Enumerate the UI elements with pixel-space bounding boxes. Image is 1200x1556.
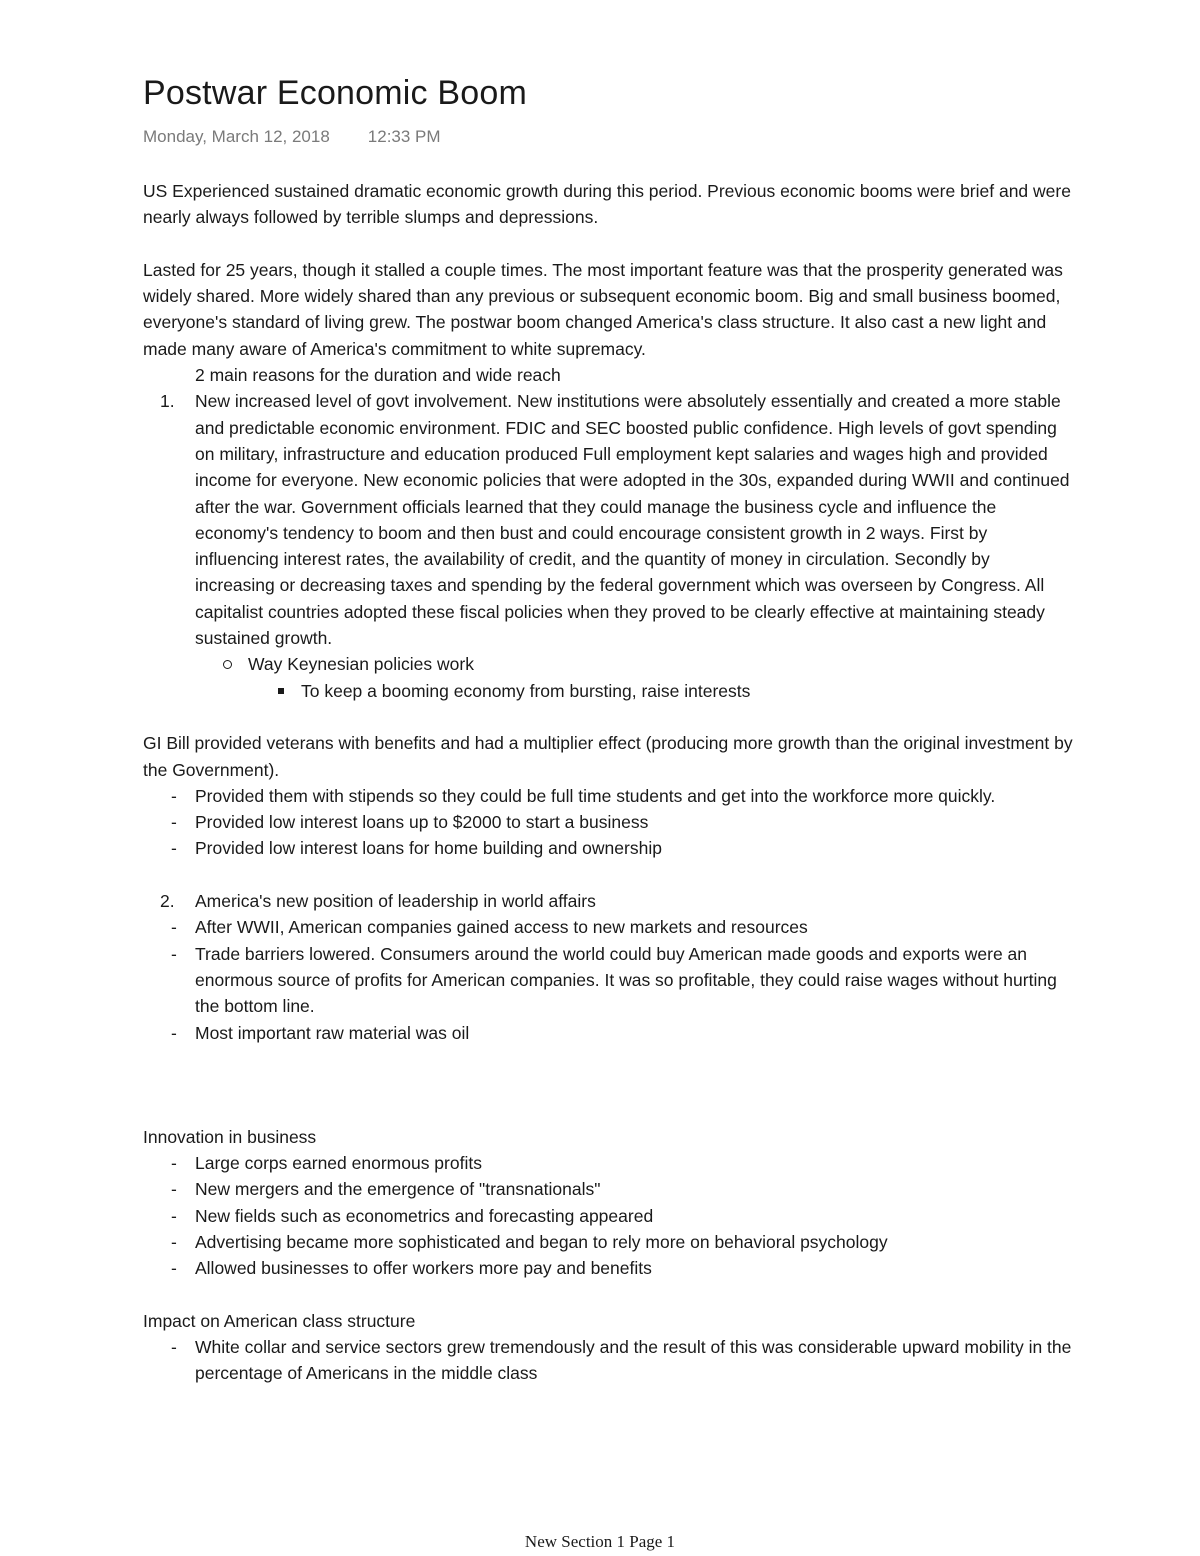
dash-bullet: - xyxy=(171,1022,177,1043)
item-text: America's new position of leadership in world affairs xyxy=(195,891,596,912)
class-impact-heading: Impact on American class structure xyxy=(143,1310,416,1331)
dash-bullet: - xyxy=(171,838,177,859)
list-item-text: Advertising became more sophisticated and began to rely more on behavioral psychology xyxy=(195,1231,888,1252)
sub-sub-bullet xyxy=(143,678,1073,704)
hollow-circle-bullet-icon xyxy=(223,660,232,669)
list-item-text: Trade barriers lowered. Consumers around the world could buy American made goods and exports were an enormous source of profits for American companies. It was so profitable, they could raise wages without hurting the bottom line. xyxy=(195,943,1057,1017)
page-date: Monday, March 12, 2018 xyxy=(143,127,330,146)
dash-list-item xyxy=(143,941,1073,1020)
sub-bullet-text: Way Keynesian policies work xyxy=(248,654,474,675)
dash-list-item xyxy=(143,835,1073,861)
list-item-text: Provided low interest loans up to $2000 to start a business xyxy=(195,812,649,833)
list-item-text: Provided them with stipends so they could be full time students and get into the workforce more quickly. xyxy=(195,785,996,806)
list-item-text: New mergers and the emergence of "transnationals" xyxy=(195,1179,601,1200)
dash-list-item xyxy=(143,1229,1073,1255)
numbered-item xyxy=(143,888,1073,914)
item-number: 2. xyxy=(160,891,175,912)
list-item-text: New fields such as econometrics and forecasting appeared xyxy=(195,1205,654,1226)
page-title: Postwar Economic Boom xyxy=(143,74,528,112)
innovation-heading: Innovation in business xyxy=(143,1126,317,1147)
gi-bill-paragraph: GI Bill provided veterans with benefits and had a multiplier effect (producing more growth than the original investment by the Government). xyxy=(143,733,1073,780)
dash-list-item xyxy=(143,1255,1073,1281)
dash-bullet: - xyxy=(171,812,177,833)
list-item-text: Most important raw material was oil xyxy=(195,1022,470,1043)
dash-list-item xyxy=(143,1176,1073,1202)
dash-list-item xyxy=(143,1203,1073,1229)
dash-bullet: - xyxy=(171,1337,177,1358)
item-number: 1. xyxy=(160,391,175,412)
sub-bullet xyxy=(143,651,1073,677)
list-item-text: Provided low interest loans for home building and ownership xyxy=(195,838,662,859)
duration-paragraph: Lasted for 25 years, though it stalled a couple times. The most important feature was that the prosperity generated was widely shared. More widely shared than any previous or subsequent economic boom. Big and small business boomed, everyone's standard of living grew. The postwar boom changed America's class structure. It also cast a new light and made many aware of America's commitment to white supremacy. xyxy=(143,259,1063,359)
dash-bullet: - xyxy=(171,1205,177,1226)
sub-sub-bullet-text: To keep a booming economy from bursting, raise interests xyxy=(301,680,751,701)
square-bullet-icon xyxy=(278,688,284,694)
reasons-heading: 2 main reasons for the duration and wide reach xyxy=(195,365,561,386)
list-item-text: After WWII, American companies gained access to new markets and resources xyxy=(195,917,808,938)
dash-bullet: - xyxy=(171,917,177,938)
dash-bullet: - xyxy=(171,1258,177,1279)
dash-list-item xyxy=(143,1334,1073,1387)
dash-list-item xyxy=(143,1150,1073,1176)
page-time: 12:33 PM xyxy=(367,127,441,146)
dash-bullet: - xyxy=(171,943,177,964)
note-body xyxy=(143,178,1073,1387)
dash-list-item xyxy=(143,1020,1073,1046)
dash-list-item xyxy=(143,914,1073,940)
item-text: New increased level of govt involvement. New institutions were absolutely essentially and created a more stable and predictable economic environment. FDIC and SEC boosted public confidence. High levels of govt spending on military, infrastructure and education produced Full employment kept salaries and wages high and provided income for everyone. New economic policies that were adopted in the 30s, expanded during WWII and continued after the war. Government officials learned that they could manage the business cycle and influence the economy's tendency to boom and then bust and could encourage consistent growth in 2 ways. First by influencing interest rates, the availability of credit, and the quantity of money in circulation. Secondly by increasing or decreasing taxes and spending by the federal government which was overseen by Congress. All capitalist countries adopted these fiscal policies when they proved to be clearly effective at maintaining steady sustained growth. xyxy=(195,391,1070,649)
dash-bullet: - xyxy=(171,1153,177,1174)
list-item-text: Allowed businesses to offer workers more pay and benefits xyxy=(195,1258,652,1279)
dash-bullet: - xyxy=(171,1179,177,1200)
page-footer: New Section 1 Page 1 xyxy=(524,1532,676,1551)
dash-list-item xyxy=(143,809,1073,835)
list-item-text: Large corps earned enormous profits xyxy=(195,1153,482,1174)
dash-list-item xyxy=(143,783,1073,809)
dash-bullet: - xyxy=(171,785,177,806)
intro-paragraph: US Experienced sustained dramatic economic growth during this period. Previous economic booms were brief and were nearly always followed by terrible slumps and depressions. xyxy=(143,181,1071,228)
dash-bullet: - xyxy=(171,1231,177,1252)
numbered-item xyxy=(143,388,1073,651)
list-item-text: White collar and service sectors grew tremendously and the result of this was considerable upward mobility in the percentage of Americans in the middle class xyxy=(195,1337,1072,1384)
page-metadata xyxy=(143,127,441,147)
